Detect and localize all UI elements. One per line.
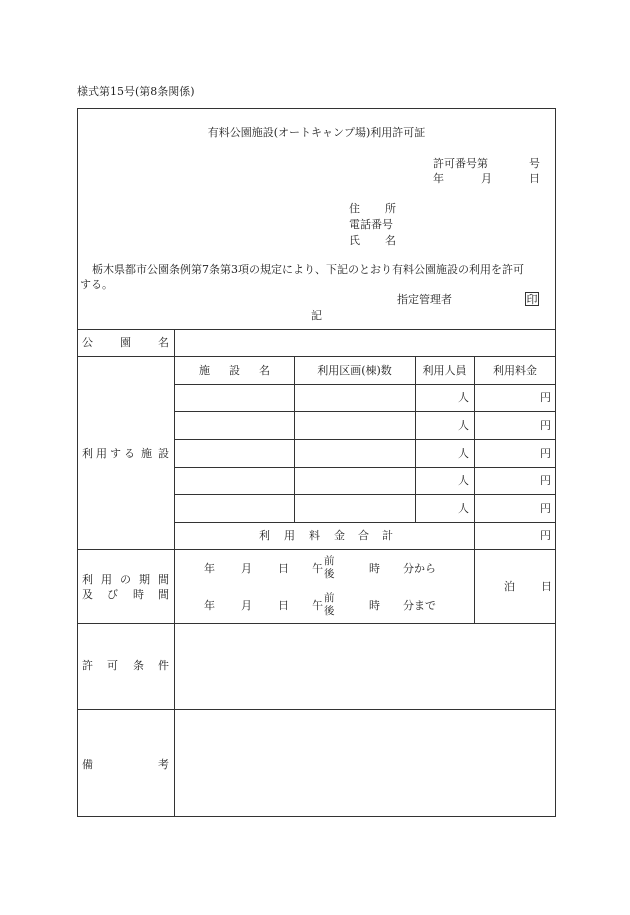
end-ato: 後 (324, 605, 335, 617)
period-label-2-2: び (107, 588, 118, 601)
vline-label-col (174, 329, 175, 817)
end-month: 月 (241, 599, 252, 612)
address-label-2: 所 (385, 202, 396, 215)
facility-label-2: 用 (96, 447, 107, 460)
row3-yen-unit: 円 (540, 447, 551, 460)
line-facility-top (77, 356, 556, 357)
form-number: 様式第15号(第8条関係) (77, 85, 195, 98)
facility-label-1: 利 (82, 447, 93, 460)
line-row5 (174, 522, 556, 523)
line-park-top (77, 329, 556, 330)
line-row2 (174, 439, 556, 440)
conditions-char-2: 可 (107, 659, 118, 672)
body-text-line1: 栃木県都市公園条例第7条第3項の規定により、下記のとおり有料公園施設の利用を許可 (92, 263, 524, 276)
start-month: 月 (241, 562, 252, 575)
address-label-1: 住 (349, 202, 360, 215)
row4-person-unit: 人 (458, 474, 469, 487)
conditions-char-4: 件 (158, 659, 169, 672)
nichi-label: 日 (541, 580, 552, 593)
start-hour: 時 (369, 562, 380, 575)
start-ato: 後 (324, 568, 335, 580)
form-title: 有料公園施設(オートキャンプ場)利用許可証 (207, 126, 426, 139)
line-row3 (174, 467, 556, 468)
total-char-5: 合 (358, 529, 369, 542)
line-remarks-top (77, 709, 556, 710)
header-facility-char-3: 名 (259, 364, 270, 377)
line-conditions-top (77, 623, 556, 624)
permit-number-prefix: 許可番号第 (433, 157, 488, 170)
facility-label-6: 設 (158, 447, 169, 460)
period-label-1-2: 用 (101, 573, 112, 586)
period-label-2-4: 間 (158, 588, 169, 601)
line-header-bottom (174, 384, 556, 385)
header-sections: 利用区画(棟)数 (317, 364, 392, 377)
period-label-1-4: 期 (139, 573, 150, 586)
end-to: 分まで (403, 599, 436, 612)
conditions-char-1: 許 (82, 659, 93, 672)
total-char-2: 用 (284, 529, 295, 542)
total-char-3: 料 (309, 529, 320, 542)
start-go: 午 (312, 562, 323, 575)
facility-label-5: 施 (141, 447, 152, 460)
vline-col4 (474, 356, 475, 549)
permit-number-suffix: 号 (529, 157, 540, 170)
end-hour: 時 (369, 599, 380, 612)
park-name-char-3: 名 (158, 336, 169, 349)
vline-col3 (415, 356, 416, 522)
end-zen: 前 (324, 592, 335, 604)
remarks-char-2: 考 (158, 758, 169, 771)
haku-label: 泊 (504, 580, 515, 593)
row2-yen-unit: 円 (540, 419, 551, 432)
row4-yen-unit: 円 (540, 474, 551, 487)
name-label-2: 名 (385, 234, 396, 247)
row5-person-unit: 人 (458, 502, 469, 515)
total-char-1: 利 (259, 529, 270, 542)
vline-col2 (294, 356, 295, 522)
row1-yen-unit: 円 (540, 391, 551, 404)
row2-person-unit: 人 (458, 419, 469, 432)
park-name-char-2: 園 (120, 336, 131, 349)
body-text-line2: する。 (80, 278, 113, 291)
start-year: 年 (204, 562, 215, 575)
facility-label-3: す (110, 447, 121, 460)
line-period-top (77, 549, 556, 550)
park-name-char-1: 公 (82, 336, 93, 349)
form-border (77, 108, 556, 817)
phone-label: 電話番号 (349, 218, 393, 231)
start-zen: 前 (324, 555, 335, 567)
header-facility-char-1: 施 (199, 364, 210, 377)
remarks-char-1: 備 (82, 758, 93, 771)
conditions-char-3: 条 (133, 659, 144, 672)
total-yen-unit: 円 (540, 529, 551, 542)
row1-person-unit: 人 (458, 391, 469, 404)
facility-label-4: る (124, 447, 135, 460)
start-from: 分から (403, 562, 436, 575)
period-label-1-1: 利 (82, 573, 93, 586)
row5-yen-unit: 円 (540, 502, 551, 515)
total-char-4: 金 (334, 529, 345, 542)
period-label-1-5: 間 (158, 573, 169, 586)
manager-label: 指定管理者 (397, 293, 452, 306)
seal-box: 印 (526, 293, 538, 306)
start-day: 日 (278, 562, 289, 575)
permit-month: 月 (481, 172, 492, 185)
total-char-6: 計 (382, 529, 393, 542)
line-row1 (174, 411, 556, 412)
end-go: 午 (312, 599, 323, 612)
name-label-1: 氏 (349, 234, 360, 247)
period-label-2-3: 時 (133, 588, 144, 601)
end-day: 日 (278, 599, 289, 612)
permit-year: 年 (433, 172, 444, 185)
ki-label: 記 (311, 309, 322, 322)
permit-day: 日 (529, 172, 540, 185)
header-facility-char-2: 設 (229, 364, 240, 377)
end-year: 年 (204, 599, 215, 612)
period-label-1-3: の (120, 573, 131, 586)
vline-period (474, 549, 475, 623)
header-people: 利用人員 (422, 364, 467, 377)
header-fee: 利用料金 (493, 364, 537, 377)
line-row4 (174, 494, 556, 495)
period-label-2-1: 及 (82, 588, 93, 601)
row3-person-unit: 人 (458, 447, 469, 460)
